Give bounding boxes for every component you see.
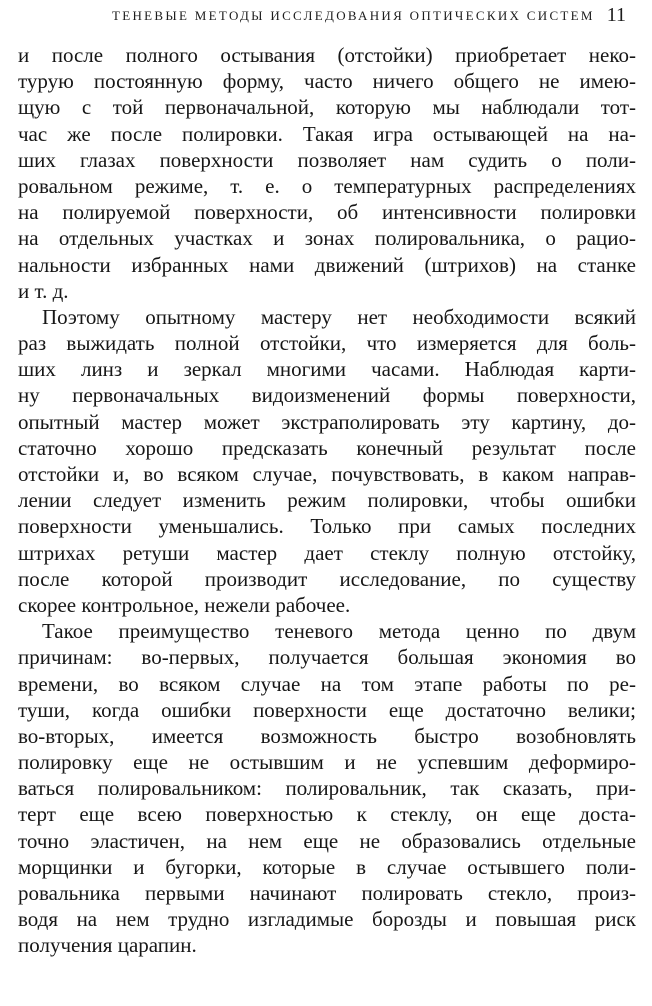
text-line: и т. д. [18, 278, 69, 303]
text-line: нальности избранных нами движений (штрихов) на станке [18, 252, 636, 277]
text-line: час же после полировки. Такая игра остывающей на на- [18, 121, 636, 146]
text-line: на полируемой поверхности, об интенсивности полировки [18, 200, 636, 225]
text-line: после которой производит исследование, по существу [18, 566, 636, 591]
text-line: ну первоначальных видоизменений формы поверхности, [18, 383, 636, 408]
text-line: поверхности уменьшались. Только при самых последних [18, 514, 636, 539]
text-line: терт еще всею поверхностью к стеклу, он еще доста- [18, 802, 636, 827]
text-line: штрихах ретуши мастер дает стеклу полную отстойку, [18, 540, 636, 565]
paragraph-3 [18, 618, 636, 958]
text-line: ших глазах поверхности позволяет нам судить о поли- [18, 147, 636, 172]
text-line: и после полного остывания (отстойки) приобретает неко- [18, 43, 636, 67]
text-line: щую с той первоначальной, которую мы наблюдали тот- [18, 95, 636, 120]
text-line: на отдельных участках и зонах полировальника, о рацио- [18, 226, 636, 251]
running-title: ТЕНЕВЫЕ МЕТОДЫ ИССЛЕДОВАНИЯ ОПТИЧЕСКИХ СИСТЕМ [112, 8, 595, 23]
text-line: ровальника первыми начинают полировать стекло, произ- [18, 881, 636, 905]
text-line: полировку еще не остывшим и не успевшим деформиро- [18, 750, 636, 775]
text-line: водя на нем трудно изгладимые борозды и повышая риск [18, 907, 636, 932]
text-line: туши, когда ошибки поверхности еще достаточно велики; [18, 697, 636, 722]
text-line: Такое преимущество теневого метода ценно по двум [42, 619, 636, 644]
text-line: скорее контрольное, нежели рабочее. [18, 592, 351, 617]
page-number: 11 [606, 4, 626, 26]
paragraph-1 [18, 42, 636, 304]
text-line: морщинки и бугорки, которые в случае остывшего поли- [18, 854, 636, 879]
text-line: во-вторых, имеется возможность быстро возобновлять [18, 723, 636, 748]
text-line: турую постоянную форму, часто ничего общего не имею- [18, 69, 636, 94]
text-line: ровальном режиме, т. е. о температурных распределениях [18, 173, 636, 198]
text-line: ваться полировальником: полировальник, так сказать, при- [18, 776, 636, 801]
text-line: опытный мастер может экстраполировать эту картину, до- [18, 409, 636, 434]
text-line: отстойки и, во всяком случае, почувствовать, в каком направ- [18, 462, 636, 486]
paragraph-2 [18, 304, 636, 618]
page-header [18, 0, 636, 36]
text-line: статочно хорошо предсказать конечный результат после [18, 435, 636, 460]
text-line: лении следует изменить режим полировки, чтобы ошибки [18, 488, 636, 513]
text-line: точно эластичен, на нем еще не образовались отдельные [18, 828, 636, 853]
text-line: раз выжидать полной отстойки, что измеряется для боль- [18, 331, 636, 356]
text-line: Поэтому опытному мастеру нет необходимости всякий [42, 304, 636, 329]
body-text [18, 42, 636, 959]
text-line: ших линз и зеркал многими часами. Наблюдая карти- [18, 357, 636, 382]
text-line: времени, во всяком случае на том этапе работы по ре- [18, 671, 636, 696]
text-line: причинам: во-первых, получается большая экономия во [18, 645, 636, 670]
text-line: получения царапин. [18, 933, 197, 958]
